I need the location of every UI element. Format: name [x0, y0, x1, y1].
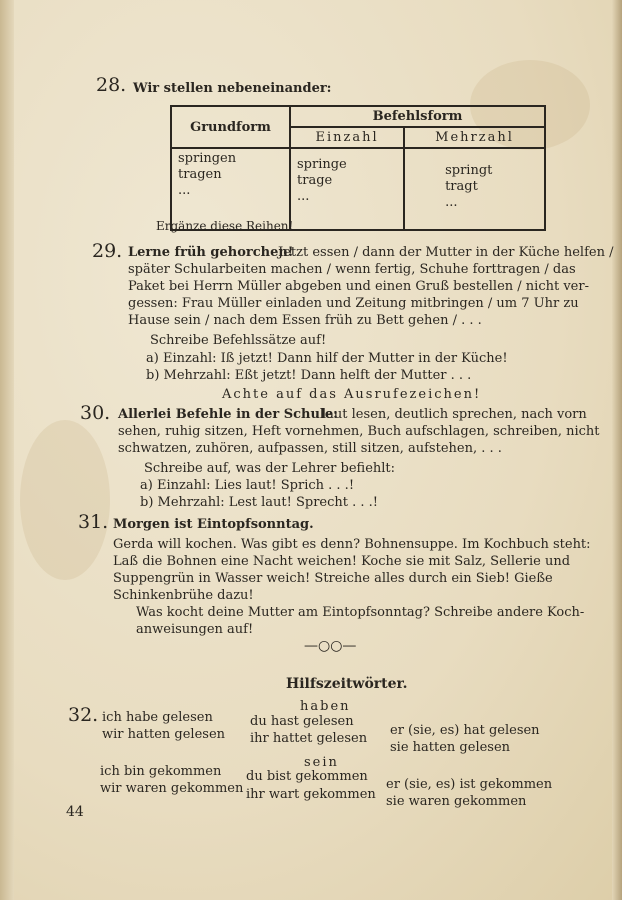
- table-header-mehrzahl: Mehrzahl: [404, 127, 545, 148]
- conjugation-form: er (sie, es) hat gelesen: [390, 723, 540, 738]
- exercise-task: Was kocht deine Mutter am Eintopfsonntag? Schreibe andere Koch- anweisungen auf!: [136, 605, 585, 637]
- exercise-text: Gerda will kochen. Was gibt es denn? Bohnensuppe. Im Kochbuch steht: Laß die Bohnen eine Nacht weichen! Koche sie mit Salz, Sellerie und Suppengrün in Wasser weich! Streiche alles durch ein Sieb! Gieße Schinkenbrühe dazu!: [113, 537, 591, 603]
- answer-a: a) Einzahl: Iß jetzt! Dann hilf der Mutter in der Küche!: [146, 351, 508, 366]
- paper-stain: [20, 420, 110, 580]
- conjugation-form: ich habe gelesen: [102, 710, 213, 725]
- conjugation-form: ich bin gekommen: [100, 764, 222, 779]
- page-edge-right: [612, 0, 622, 900]
- conjugation-form: wir waren gekommen: [100, 781, 244, 796]
- conjugation-form: sie hatten gelesen: [390, 740, 511, 755]
- exercise-task: Schreibe Befehlssätze auf!: [150, 333, 327, 348]
- answer-b: b) Mehrzahl: Lest laut! Sprecht . . .!: [140, 495, 379, 510]
- exercise-number: 28.: [96, 74, 127, 96]
- answer-a: a) Einzahl: Lies laut! Sprich . . .!: [140, 478, 355, 493]
- exercise-number: 29.: [92, 240, 123, 262]
- table-header-grundform: Grundform: [171, 106, 290, 148]
- answer-b: b) Mehrzahl: Eßt jetzt! Dann helft der Mutter . . .: [146, 368, 472, 383]
- conjugation-form: ihr wart gekommen: [246, 787, 376, 802]
- verb-heading-sein: sein: [304, 755, 339, 770]
- table-cell: springt tragt ...: [404, 148, 545, 230]
- conjugation-table: [170, 105, 546, 231]
- exercise-hint: Achte auf das Ausrufezeichen!: [222, 387, 482, 402]
- exercise-text: später Schularbeiten machen / wenn fertig, Schuhe forttragen / das Paket bei Herrn Müller abgeben und einen Gruß bestellen / nicht ver- gessen: Frau Müller einladen und Zeitung mitbringen / um 7 Uhr zu Hause sein / nach dem Essen früh zu Bett gehen / . . .: [128, 262, 589, 328]
- exercise-task: Schreibe auf, was der Lehrer befiehlt:: [144, 461, 396, 476]
- exercise-line: laut lesen, deutlich sprechen, nach vorn: [322, 407, 587, 422]
- table-header-einzahl: Einzahl: [290, 127, 404, 148]
- conjugation-form: du bist gekommen: [246, 769, 368, 784]
- table-cell: springe trage ...: [290, 148, 404, 230]
- exercise-title: Allerlei Befehle in der Schule:: [118, 407, 338, 422]
- exercise-number: 30.: [80, 402, 111, 424]
- page-edge-left: [0, 0, 14, 900]
- page-number: 44: [66, 804, 84, 820]
- exercise-number: 31.: [78, 511, 109, 533]
- conjugation-form: wir hatten gelesen: [102, 727, 226, 742]
- table-header-befehlsform: Befehlsform: [290, 106, 545, 127]
- exercise-title: Wir stellen nebeneinander:: [133, 81, 332, 96]
- section-title: Hilfszeitwörter.: [286, 676, 408, 692]
- exercise-line: Jetzt essen / dann der Mutter in der Küche helfen /: [278, 245, 614, 260]
- exercise-note: Ergänze diese Reihen!: [156, 219, 294, 233]
- conjugation-form: ihr hattet gelesen: [250, 731, 368, 746]
- exercise-title: Morgen ist Eintopfsonntag.: [113, 517, 314, 532]
- exercise-number: 32.: [68, 704, 99, 726]
- conjugation-form: du hast gelesen: [250, 714, 354, 729]
- conjugation-form: er (sie, es) ist gekommen: [386, 777, 553, 792]
- table-cell: springen tragen ...: [171, 148, 290, 230]
- verb-heading-haben: haben: [300, 699, 351, 714]
- conjugation-form: sie waren gekommen: [386, 794, 527, 809]
- exercise-text: sehen, ruhig sitzen, Heft vornehmen, Buch aufschlagen, schreiben, nicht schwatzen, zuhören, aufpassen, still sitzen, aufstehen, . . .: [118, 424, 600, 456]
- exercise-title: Lerne früh gehorchen!: [128, 245, 294, 260]
- section-divider: —○○—: [304, 638, 357, 654]
